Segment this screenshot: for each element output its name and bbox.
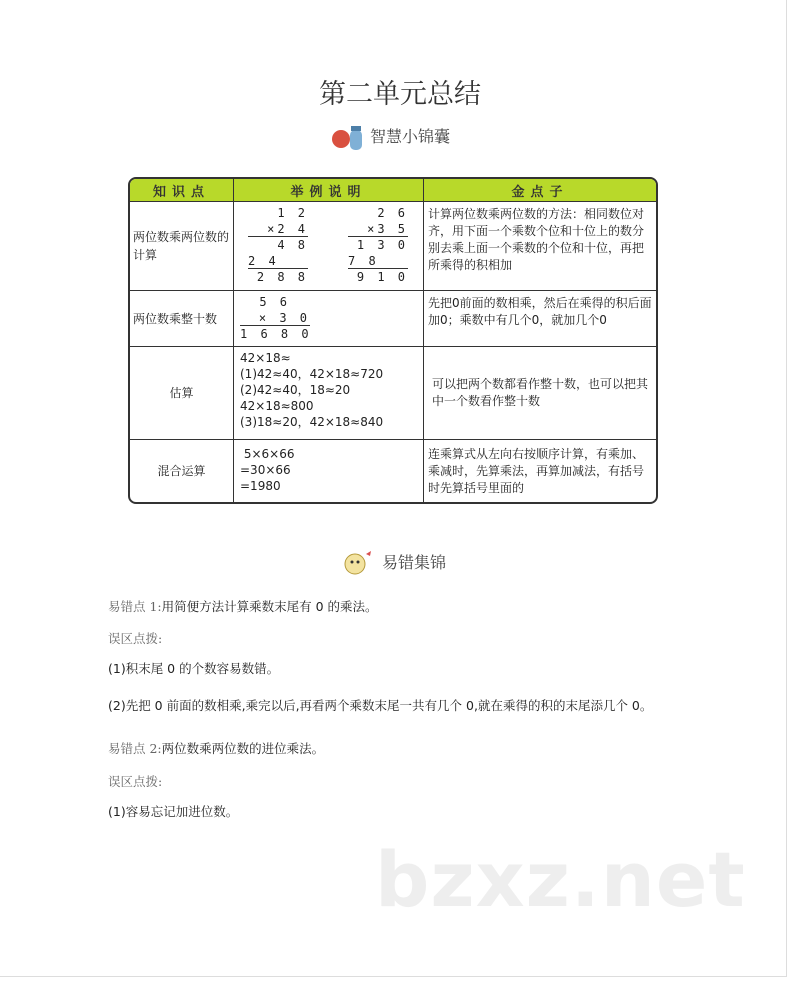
line: (2)42≈40，18≈20 xyxy=(240,383,351,397)
line: 42×18≈ xyxy=(240,351,291,365)
section-heading-label: 智慧小锦囊 xyxy=(370,127,451,146)
apple-and-bag-icon xyxy=(330,122,364,152)
error-text: 用简便方法计算乘数末尾有 0 的乘法。 xyxy=(161,599,378,614)
hint-text: (1)容易忘记加进位数。 xyxy=(108,804,239,819)
header-topic: 知识点 xyxy=(130,179,234,201)
example-cell xyxy=(234,347,424,439)
line: 1 2 xyxy=(277,206,308,220)
topic-cell: 混合运算 xyxy=(130,440,234,502)
line: 2 6 xyxy=(377,206,408,220)
section-heading-label: 易错集锦 xyxy=(382,553,447,572)
line: × 3 0 xyxy=(240,310,310,326)
table-header xyxy=(130,179,656,202)
example-cell xyxy=(234,440,424,502)
line: 1 3 0 xyxy=(356,238,408,252)
section-heading-errors xyxy=(340,548,446,578)
example-cell xyxy=(234,291,424,346)
topic-cell: 两位数乘整十数 xyxy=(130,291,234,346)
line: 2 4 xyxy=(248,253,308,269)
line: ×3 5 xyxy=(348,221,408,237)
table-row xyxy=(130,347,656,440)
summary-table xyxy=(128,177,658,504)
hint-label: 误区点拨: xyxy=(108,774,163,789)
header-example: 举例说明 xyxy=(234,179,424,201)
table-row xyxy=(130,202,656,291)
line: 7 8 xyxy=(348,253,408,269)
multiplication-b xyxy=(348,205,408,284)
example-cell xyxy=(234,202,424,290)
line: =30×66 xyxy=(240,463,291,477)
multiplication-a xyxy=(248,205,308,284)
tip-cell: 先把0前面的数相乘，然后在乘得的积后面加0；乘数中有几个0，就加几个0 xyxy=(428,296,652,327)
cartoon-character-icon xyxy=(340,548,374,578)
line: 2 8 8 xyxy=(256,270,308,284)
topic-cell: 两位数乘两位数的计算 xyxy=(130,202,234,290)
header-tip: 金点子 xyxy=(511,184,569,200)
tip-cell: 可以把两个数都看作整十数，也可以把其中一个数看作整十数 xyxy=(432,377,649,408)
line: 4 8 xyxy=(277,238,308,252)
hint-text: (1)积末尾 0 的个数容易数错。 xyxy=(108,661,280,676)
line: 9 1 0 xyxy=(356,270,408,284)
table-row xyxy=(130,291,656,347)
error-label: 易错点 1: xyxy=(108,599,162,614)
line: ×2 4 xyxy=(248,221,308,237)
line: 5×6×66 xyxy=(240,447,295,461)
line: =1980 xyxy=(240,479,281,493)
line: 42×18≈800 xyxy=(240,399,314,413)
line: 5 6 xyxy=(259,295,290,309)
tip-cell: 连乘算式从左向右按顺序计算，有乘加、乘减时，先算乘法，再算加减法，有括号时先算括号里面的 xyxy=(428,446,645,495)
multiplication xyxy=(240,294,310,342)
watermark: bzxz.net xyxy=(375,835,746,924)
error-label: 易错点 2: xyxy=(108,741,162,756)
line: (3)18≈20，42×18≈840 xyxy=(240,415,384,429)
error-text: 两位数乘两位数的进位乘法。 xyxy=(161,741,325,756)
section-heading-tips xyxy=(330,122,450,152)
topic-cell: 估算 xyxy=(130,347,234,439)
hint-text: (2)先把 0 前面的数相乘,乘完以后,再看两个乘数末尾一共有几个 0,就在乘得的积的末尾添几个 0。 xyxy=(108,698,653,713)
hint-label: 误区点拨: xyxy=(108,631,163,646)
page-title: 第二单元总结 xyxy=(319,79,481,110)
tip-cell: 计算两位数乘两位数的方法：相同数位对齐，用下面一个乘数个位和十位上的数分别去乘上面一个乘数的个位和十位，再把所乘得的积相加 xyxy=(428,207,645,272)
line: (1)42≈40，42×18≈720 xyxy=(240,367,384,381)
error-point xyxy=(108,598,788,615)
line: 1 6 8 0 xyxy=(240,327,312,341)
error-point xyxy=(108,740,788,757)
table-row xyxy=(130,440,656,502)
